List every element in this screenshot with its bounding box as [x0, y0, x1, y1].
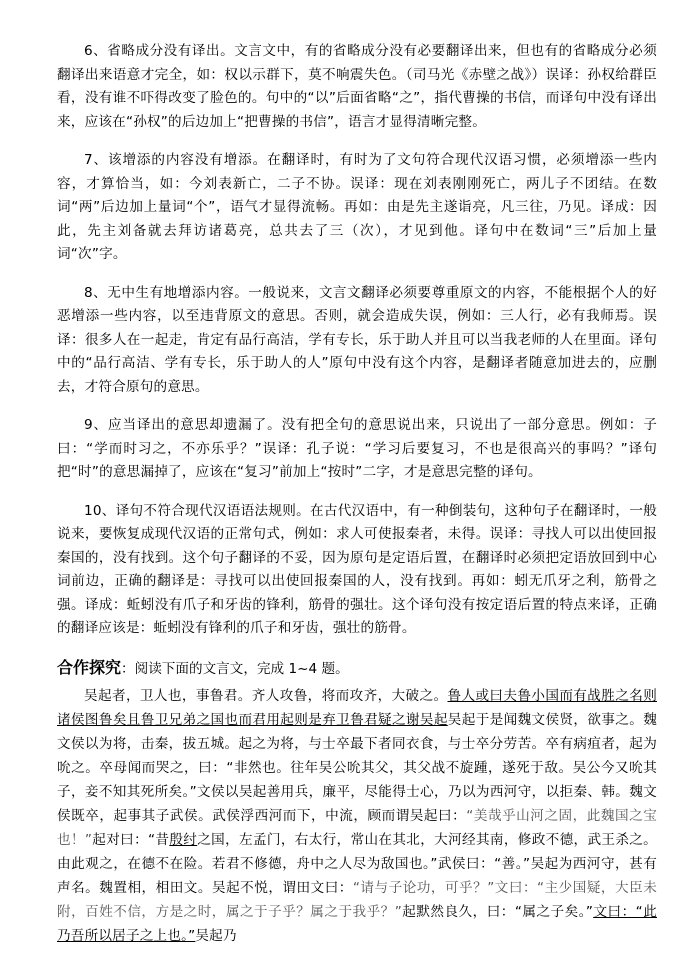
paragraph-9: 9、应当译出的意思却遗漏了。没有把全句的意思说出来，只说出了一部分意思。例如：子曰：“学而时习之，不亦乐乎？”误译：孔子说：“学习后要复习，不也是很高兴的事吗？”译句把“时”的意思漏掉了，应该在“复习”前加上“按时”二字，才是意思完整的译句。 [57, 417, 657, 480]
underlined-sentence-1: 鲁人或曰夫鲁小国而有战胜之名则诸侯图鲁矣且鲁卫兄弟之国也而君用起则是弃卫鲁君疑之谢吴起 [57, 687, 657, 728]
paragraph-6: 6、省略成分没有译出。文言文中，有的省略成分没有必要翻译出来，但也有的省略成分必须翻译出来语意才完全，如：权以示群下，莫不响震失色。（司马光《赤壁之战》）误译：孙权给群臣看，没有谁不吓得改变了脸色的。句中的“以”后面省略“之”，指代曹操的书信，而译句中没有译出来，应该在“孙权”的后边加上“把曹操的书信”，语言才显得清晰完整。 [57, 43, 657, 130]
passage-text-5: 起默然良久，曰：“属之子矣。” [401, 903, 594, 920]
paragraph-10: 10、译句不符合现代汉语语法规则。在古代汉语中，有一种倒装句，这种句子在翻译时，一般说来，要恢复成现代汉语的正常句式，例如：求人可使报秦者，未得。误译：寻找人可以出使回报秦国的，没有找到。这个句子翻译的不妥，因为原句是定语后置，在翻译时必须把定语放回到中心词前边，正确的翻译是：寻找可以出使回报秦国的人，没有找到。再如：蚓无爪牙之利，筋骨之强。译成：蚯蚓没有爪子和牙齿的锋利，筋骨的强壮。这个译句没有按定语后置的特点来译，正确的翻译应该是：蚯蚓没有锋利的爪子和牙齿，强壮的筋骨。 [57, 502, 657, 636]
paragraph-7: 7、该增添的内容没有增添。在翻译时，有时为了文句符合现代汉语习惯，必须增添一些内容，才算恰当，如：今刘表新亡，二子不协。误译：现在刘表刚刚死亡，两儿子不团结。在数词“两”后边加上量词“个”，语气才显得流畅。再如：由是先主遂诣亮，凡三往，乃见。译成：因此，先主刘备就去拜访诸葛亮，总共去了三（次），才见到他。译句中在数词“三”后加上量词“次”字。 [57, 152, 657, 262]
passage-text-3: 起对曰：“昔 [92, 831, 170, 848]
document-page [57, 40, 657, 948]
passage-text-6: 吴起乃 [195, 927, 237, 944]
passage-text-4: 之国，左孟门，右太行，常山在其北，大河经其南，修政不德，武王杀之。由此观之，在德不在险。若君不修德，舟中之人尽为敌国也。”武侯曰：“善。”吴起为西河守，甚有声名。魏置相，相田文。吴起不悦，谓田文曰： [57, 831, 657, 896]
paragraph-8: 8、无中生有地增添内容。一般说来，文言文翻译必须要尊重原文的内容，不能根据个人的好恶增添一些内容，以至违背原文的意思。否则，就会造成失误，例如：三人行，必有我师焉。误译：很多人在一起走，肯定有品行高洁，学有专长，乐于助人并且可以当我老师的人在里面。译句中的“品行高洁、学有专长，乐于助人的人”原句中没有这个内容，是翻译者随意加进去的，应删去，才符合原句的意思。 [57, 284, 657, 395]
underlined-sentence-2: 文曰：“此乃吾所以居子之上也。” [57, 903, 657, 944]
passage-text-2: 吴起于是闻魏文侯贤，欲事之。魏文侯以为将，击秦，拔五城。起之为将，与士卒最下者同衣食，与士卒分劳苦。卒有病疽者，起为吮之。卒母闻而哭之，曰：“非然也。往年吴公吮其父，其父战不旋踵，遂死于敌。吴公今又吮其子，妾不知其死所矣。”文侯以吴起善用兵，廉平，尽能得士心，乃以为西河守，以拒秦、韩。魏文侯既卒，起事其子武侯。武侯浮西河而下，中流，顾而谓吴起曰： [57, 711, 657, 824]
section-title: 合作探究 [57, 657, 122, 677]
quote-text-2: “请与子论功，可乎？”文曰：“主少国疑，大臣未附，百姓不信，方是之时，属之于子乎？属之于我乎？” [57, 879, 657, 920]
quote-text-1: “美哉乎山河之固，此魏国之宝也！” [57, 807, 657, 848]
passage-text-1: 吴起者，卫人也，事鲁君。齐人攻鲁，将而攻齐，大破之。 [84, 687, 448, 704]
classical-passage [57, 684, 657, 948]
section-heading [57, 656, 657, 681]
underlined-word-yinzhou: 殷纣 [169, 831, 198, 848]
section-instruction: ：阅读下面的文言文，完成 1~4 题。 [121, 660, 349, 677]
